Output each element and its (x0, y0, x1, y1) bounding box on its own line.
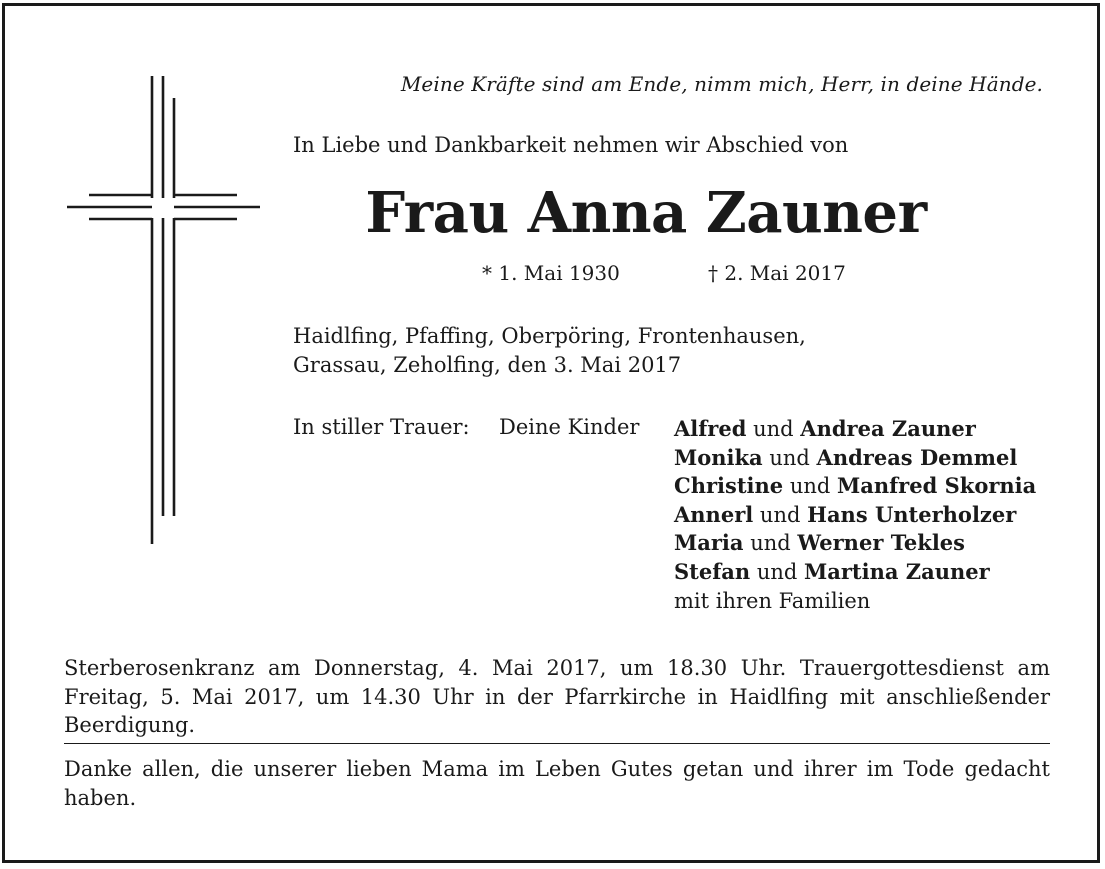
places-line: Haidlfing, Pfaffing, Oberpöring, Frontenhausen, (293, 324, 806, 348)
mourner-second: Martina Zauner (804, 558, 990, 584)
cross-icon (67, 76, 262, 544)
mourners-list (674, 415, 1036, 615)
deceased-name: Frau Anna Zauner (365, 180, 927, 246)
death-date: † 2. Mai 2017 (708, 261, 846, 285)
mourner-second: Werner Tekles (797, 530, 965, 556)
mourner-family (674, 529, 1036, 558)
mourners-closing: mit ihren Familien (674, 588, 871, 613)
mourning-label: In stiller Trauer: (293, 415, 470, 439)
mourner-family (674, 501, 1036, 530)
obituary-notice (2, 3, 1100, 863)
birth-date: * 1. Mai 1930 (482, 261, 620, 285)
service-details: Sterberosenkranz am Donnerstag, 4. Mai 2017, um 18.30 Uhr. Trauergottesdienst am Freitag, 5. Mai 2017, um 14.30 Uhr in der Pfarrkirche in Haidlfing mit anschließender Beerdigung. (64, 656, 1050, 737)
mourner-family (674, 444, 1036, 473)
divider-rule (64, 743, 1050, 744)
places-and-date (293, 322, 806, 380)
mourner-family (674, 472, 1036, 501)
mourner-joiner: und (753, 417, 794, 441)
mourner-joiner: und (756, 559, 798, 584)
mourner-joiner: und (789, 474, 831, 499)
mourner-family (674, 558, 1036, 587)
mourner-first: Maria (674, 530, 744, 556)
mourner-joiner: und (769, 445, 810, 470)
mourner-family (674, 415, 1036, 444)
places-line: Grassau, Zeholfing, den 3. Mai 2017 (293, 353, 682, 377)
mourner-first: Alfred (674, 416, 747, 441)
mourner-first: Stefan (674, 558, 751, 584)
mourning-sublabel: Deine Kinder (499, 415, 640, 439)
motto-verse: Meine Kräfte sind am Ende, nimm mich, Herr, in deine Hände. (400, 72, 1043, 96)
mourner-second: Manfred Skornia (837, 473, 1037, 499)
thanks-message: Danke allen, die unserer lieben Mama im Leben Gutes getan und ihrer im Tode gedacht haben. (64, 757, 1050, 810)
mourner-second: Andrea Zauner (800, 416, 976, 441)
intro-line: In Liebe und Dankbarkeit nehmen wir Abschied von (293, 133, 849, 157)
mourner-joiner: und (750, 531, 791, 556)
mourner-first: Monika (674, 444, 763, 470)
mourner-joiner: und (759, 502, 801, 527)
mourner-first: Annerl (674, 501, 754, 527)
mourner-second: Hans Unterholzer (807, 501, 1017, 527)
mourner-first: Christine (674, 473, 784, 499)
mourner-second: Andreas Demmel (816, 444, 1018, 470)
